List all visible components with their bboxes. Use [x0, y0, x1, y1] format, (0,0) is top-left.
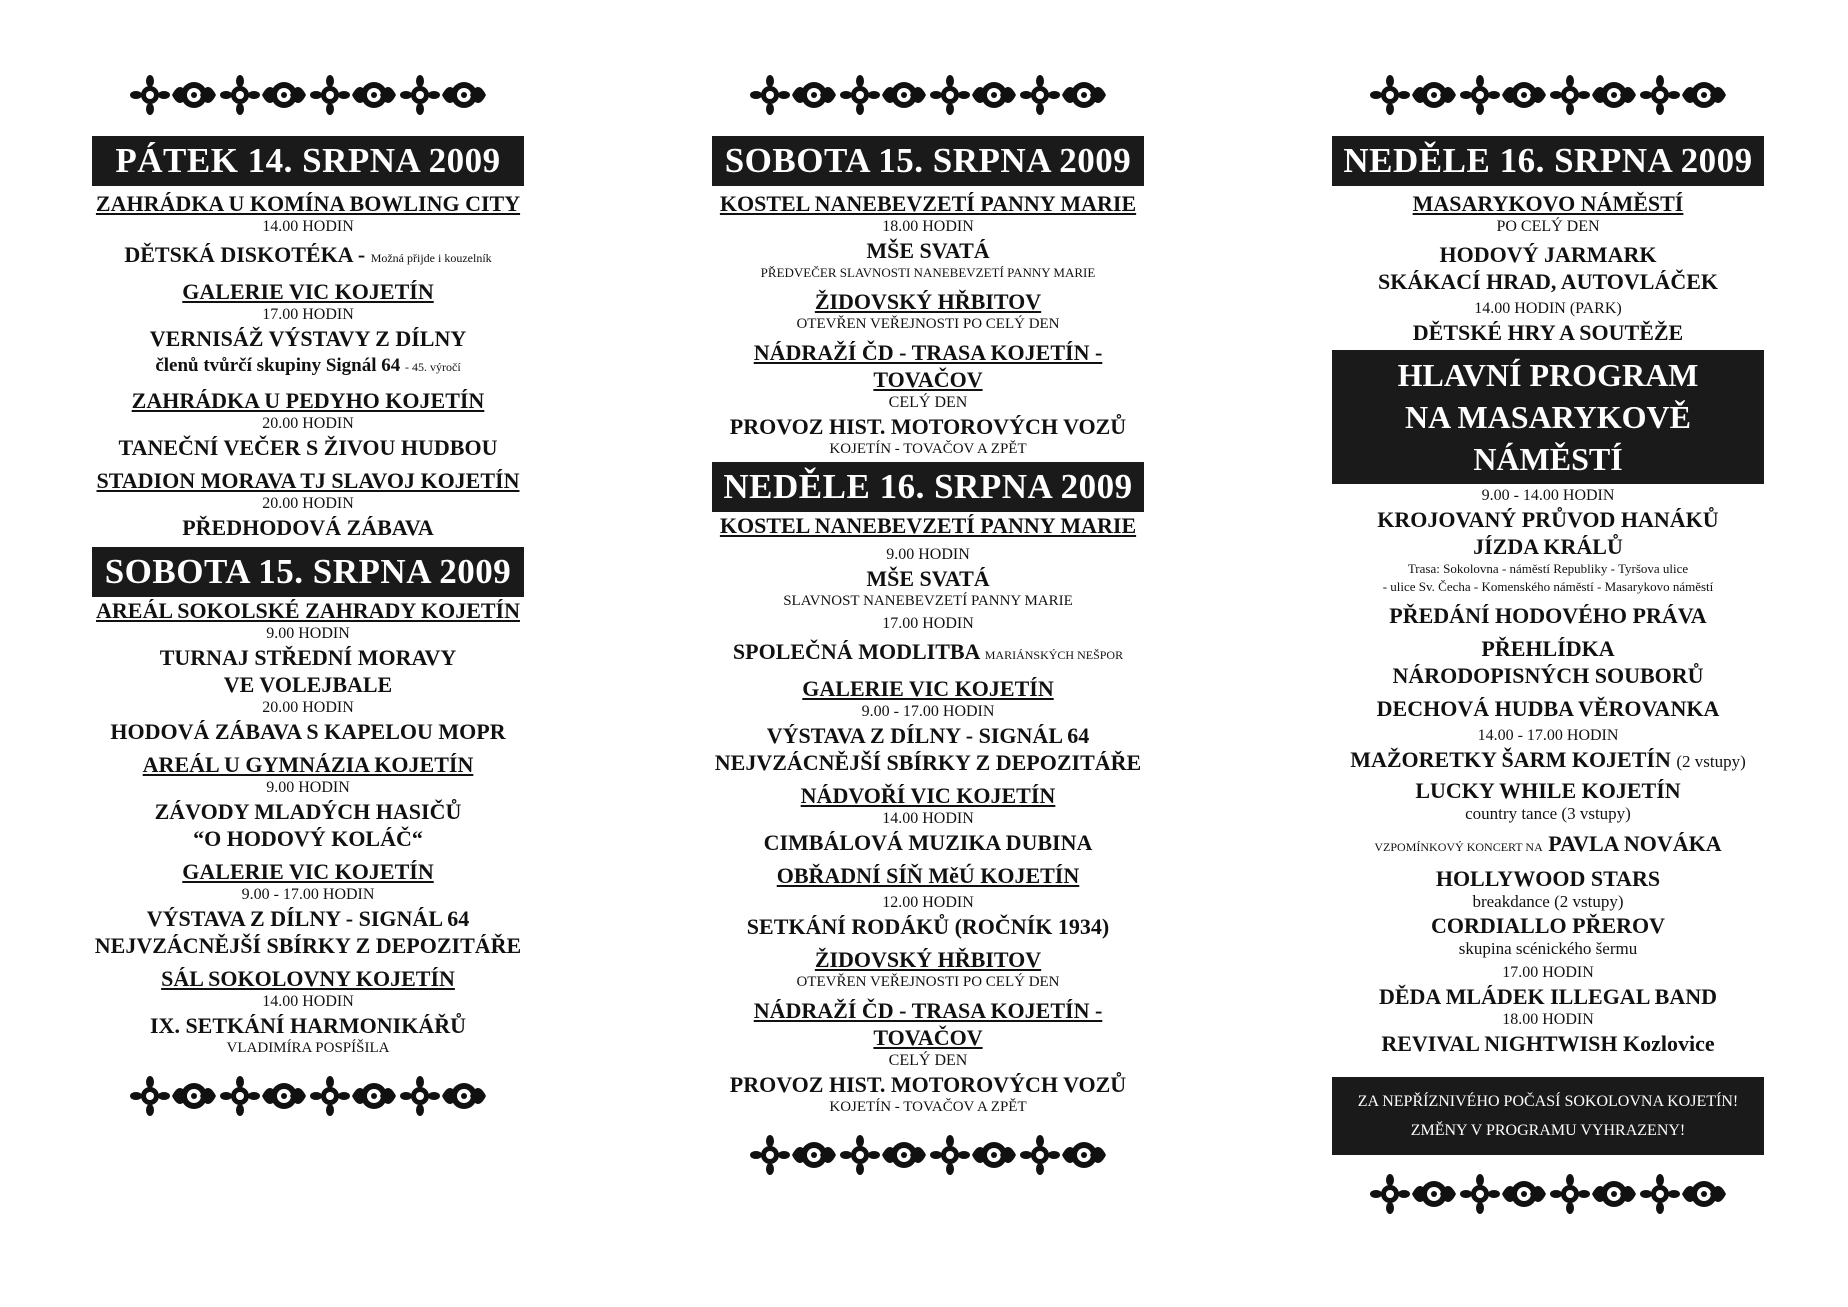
venue-label: KOSTEL NANEBEVZETÍ PANNY MARIE [719, 191, 1137, 216]
time-label: 17.00 HODIN [882, 615, 974, 632]
day-heading-sunday: NEDĚLE 16. SRPNA 2009 [1332, 136, 1764, 186]
event-title: SPOLEČNÁ MODLITBA MARIÁNSKÝCH NEŠPOR [732, 639, 1124, 664]
ornament-bottom [1332, 1169, 1764, 1219]
folk-ornament-icon [748, 1131, 1108, 1179]
event-title: KROJOVANÝ PRŮVOD HANÁKŮ [1377, 507, 1719, 532]
venue-label: NÁDVOŘÍ VIC KOJETÍN [800, 783, 1056, 808]
event-title: VZPOMÍNKOVÝ KONCERT NA PAVLA NOVÁKA [1374, 831, 1722, 856]
time-label: 14.00 HODIN [262, 993, 354, 1010]
column-sunday-main [1332, 0, 1764, 1219]
event-note: OTEVŘEN VEŘEJNOSTI PO CELÝ DEN [796, 316, 1060, 332]
folk-ornament-icon [1368, 1170, 1728, 1218]
venue-label: ZAHRÁDKA U KOMÍNA BOWLING CITY [95, 191, 521, 216]
event-title: PROVOZ HIST. MOTOROVÝCH VOZŮ [729, 414, 1127, 439]
venue-label: ŽIDOVSKÝ HŘBITOV [814, 947, 1042, 972]
event-title: IX. SETKÁNÍ HARMONIKÁŘŮ [150, 1013, 466, 1038]
event-title: MŠE SVATÁ [866, 238, 990, 263]
route-note: - ulice Sv. Čecha - Komenského náměstí - Masarykovo náměstí [1382, 579, 1714, 594]
time-label: 14.00 HODIN [882, 810, 974, 827]
event-title: DĚTSKÉ HRY A SOUTĚŽE [1412, 320, 1684, 345]
event-title: VE VOLEJBALE [223, 672, 393, 697]
event-title: PROVOZ HIST. MOTOROVÝCH VOZŮ [729, 1072, 1127, 1097]
venue-label: GALERIE VIC KOJETÍN [182, 279, 434, 304]
time-label: 20.00 HODIN [262, 699, 354, 716]
weather-notice: ZA NEPŘÍZNIVÉHO POČASÍ SOKOLOVNA KOJETÍN! ZMĚNY V PROGRAMU VYHRAZENY! [1332, 1077, 1764, 1155]
venue-label: ŽIDOVSKÝ HŘBITOV [814, 289, 1042, 314]
day-heading-friday: PÁTEK 14. SRPNA 2009 [92, 136, 524, 186]
venue-label: SÁL SOKOLOVNY KOJETÍN [161, 966, 455, 991]
time-label: 12.00 HODIN [882, 894, 974, 911]
event-note: KOJETÍN - TOVAČOV A ZPĚT [829, 1099, 1027, 1115]
event-title: LUCKY WHILE KOJETÍN [1415, 778, 1681, 803]
folk-ornament-icon [128, 71, 488, 119]
main-program-heading: HLAVNÍ PROGRAM NA MASARYKOVĚ NÁMĚSTÍ [1332, 350, 1764, 484]
event-title: PŘEHLÍDKA [1481, 636, 1615, 661]
event-title: TURNAJ STŘEDNÍ MORAVY [159, 645, 457, 670]
time-label: 9.00 - 17.00 HODIN [861, 703, 995, 720]
venue-label: STADION MORAVA TJ SLAVOJ KOJETÍN [96, 468, 520, 493]
event-note: VLADIMÍRA POSPÍŠILA [226, 1040, 390, 1056]
venue-label: KOSTEL NANEBEVZETÍ PANNY MARIE [719, 513, 1137, 538]
event-title: HODOVÁ ZÁBAVA S KAPELOU MOPR [110, 719, 506, 744]
event-title: PŘEDHODOVÁ ZÁBAVA [182, 515, 434, 540]
event-title: DECHOVÁ HUDBA VĚROVANKA [1376, 696, 1720, 721]
day-heading-saturday: SOBOTA 15. SRPNA 2009 [92, 547, 524, 597]
event-title: VÝSTAVA Z DÍLNY - SIGNÁL 64 [146, 906, 470, 931]
event-title: CORDIALLO PŘEROV [1430, 913, 1666, 938]
event-title: NEJVZÁCNĚJŠÍ SBÍRKY Z DEPOZITÁŘE [94, 933, 522, 958]
day-heading-sunday: NEDĚLE 16. SRPNA 2009 [712, 462, 1144, 512]
time-label: 18.00 HODIN [882, 218, 974, 235]
folk-ornament-icon [748, 71, 1108, 119]
venue-label: ZAHRÁDKA U PEDYHO KOJETÍN [131, 388, 485, 413]
event-title: členů tvůrčí skupiny Signál 64 - 45. výročí [155, 355, 461, 376]
event-title: JÍZDA KRÁLŮ [1473, 534, 1623, 559]
time-label: 14.00 HODIN [262, 218, 354, 235]
event-title: HODOVÝ JARMARK [1439, 242, 1657, 267]
event-subtitle: skupina scénického šermu [1458, 939, 1638, 958]
event-title: REVIVAL NIGHTWISH Kozlovice [1381, 1031, 1715, 1056]
event-title: NÁRODOPISNÝCH SOUBORŮ [1392, 663, 1704, 688]
ornament-top [712, 70, 1144, 120]
route-note: Trasa: Sokolovna - náměstí Republiky - Tyršova ulice [1407, 561, 1689, 576]
venue-label: GALERIE VIC KOJETÍN [802, 676, 1054, 701]
event-title: MŠE SVATÁ [866, 566, 990, 591]
ornament-bottom [92, 1071, 524, 1121]
column-saturday-sunday [712, 0, 1144, 1180]
event-title: VERNISÁŽ VÝSTAVY Z DÍLNY [149, 326, 467, 351]
event-title: DĚTSKÁ DISKOTÉKA - Možná přijde i kouzelník [124, 242, 492, 267]
time-label: 9.00 HODIN [886, 546, 970, 563]
time-label: 17.00 HODIN [262, 306, 354, 323]
event-title: ZÁVODY MLADÝCH HASIČŮ [154, 799, 462, 824]
venue-label: NÁDRAŽÍ ČD - TRASA KOJETÍN - TOVAČOV [753, 998, 1103, 1050]
time-label: 9.00 HODIN [266, 779, 350, 796]
venue-label: MASARYKOVO NÁMĚSTÍ [1412, 191, 1684, 216]
time-label: 9.00 - 14.00 HODIN [1481, 487, 1615, 504]
venue-label: NÁDRAŽÍ ČD - TRASA KOJETÍN - TOVAČOV [753, 340, 1103, 392]
event-title: PŘEDÁNÍ HODOVÉHO PRÁVA [1389, 603, 1707, 628]
ornament-bottom [712, 1130, 1144, 1180]
venue-label: OBŘADNÍ SÍŇ MěÚ KOJETÍN [776, 863, 1080, 888]
event-title: SKÁKACÍ HRAD, AUTOVLÁČEK [1377, 269, 1719, 294]
time-label: 9.00 HODIN [266, 625, 350, 642]
event-note: PŘEDVEČER SLAVNOSTI NANEBEVZETÍ PANNY MARIE [760, 265, 1096, 280]
time-label: PO CELÝ DEN [1496, 218, 1600, 235]
event-title: NEJVZÁCNĚJŠÍ SBÍRKY Z DEPOZITÁŘE [714, 750, 1142, 775]
event-subtitle: country tance (3 vstupy) [1465, 804, 1631, 823]
folk-ornament-icon [1368, 71, 1728, 119]
event-title: “O HODOVÝ KOLÁČ“ [193, 826, 423, 851]
venue-label: GALERIE VIC KOJETÍN [182, 859, 434, 884]
time-label: 17.00 HODIN [1502, 964, 1594, 981]
event-title: MAŽORETKY ŠARM KOJETÍN (2 vstupy) [1350, 747, 1746, 772]
event-title: CIMBÁLOVÁ MUZIKA DUBINA [763, 830, 1093, 855]
folk-ornament-icon [128, 1072, 488, 1120]
event-note: KOJETÍN - TOVAČOV A ZPĚT [829, 441, 1027, 457]
time-label: 20.00 HODIN [262, 415, 354, 432]
event-title: TANEČNÍ VEČER S ŽIVOU HUDBOU [118, 435, 498, 460]
time-label: 14.00 HODIN (PARK) [1474, 300, 1622, 317]
day-heading-saturday: SOBOTA 15. SRPNA 2009 [712, 136, 1144, 186]
time-label: 14.00 - 17.00 HODIN [1477, 727, 1619, 744]
event-note: OTEVŘEN VEŘEJNOSTI PO CELÝ DEN [796, 974, 1060, 990]
event-note: SLAVNOST NANEBEVZETÍ PANNY MARIE [783, 593, 1073, 609]
time-label: 20.00 HODIN [262, 495, 354, 512]
time-label: CELÝ DEN [888, 1052, 968, 1069]
time-label: 18.00 HODIN [1502, 1011, 1594, 1028]
event-title: DĚDA MLÁDEK ILLEGAL BAND [1378, 984, 1717, 1009]
event-title: HOLLYWOOD STARS [1435, 866, 1661, 891]
venue-label: AREÁL U GYMNÁZIA KOJETÍN [142, 752, 474, 777]
event-title: VÝSTAVA Z DÍLNY - SIGNÁL 64 [766, 723, 1090, 748]
event-title: SETKÁNÍ RODÁKŮ (ROČNÍK 1934) [746, 914, 1110, 939]
ornament-top [92, 70, 524, 120]
ornament-top [1332, 70, 1764, 120]
time-label: 9.00 - 17.00 HODIN [241, 886, 375, 903]
column-friday-saturday [92, 0, 524, 1121]
venue-label: AREÁL SOKOLSKÉ ZAHRADY KOJETÍN [96, 598, 520, 623]
event-subtitle: breakdance (2 vstupy) [1472, 892, 1624, 911]
time-label: CELÝ DEN [888, 394, 968, 411]
